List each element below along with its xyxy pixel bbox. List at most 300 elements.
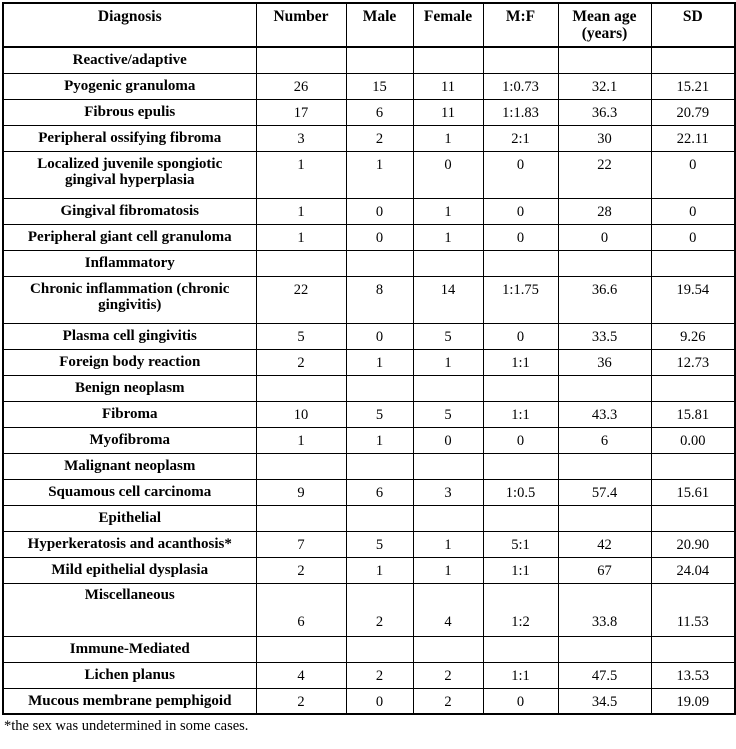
table-row: [3, 125, 735, 151]
cell-female: [413, 453, 483, 479]
cell-mf-ratio-value: 1:1: [511, 562, 530, 579]
cell-number-value: 26: [293, 78, 309, 95]
cell-mf-ratio: [483, 505, 558, 531]
diagnosis-label: Pyogenic granuloma: [64, 77, 196, 94]
cell-female-value: 11: [441, 78, 455, 95]
diagnosis-cell: [3, 99, 256, 125]
cell-female: [413, 401, 483, 427]
cell-mf-ratio: [483, 250, 558, 276]
cell-male: [346, 151, 413, 198]
cell-mean-age: [558, 323, 651, 349]
diagnosis-cell: [3, 224, 256, 250]
cell-male-value: 15: [372, 78, 387, 95]
cell-mean-age-value: 28: [597, 203, 612, 220]
cell-male-value: 1: [375, 156, 384, 173]
cell-mean-age: [558, 349, 651, 375]
cell-number: [256, 349, 346, 375]
cell-male-value: [347, 251, 413, 258]
cell-mf-ratio: [483, 73, 558, 99]
cell-female: [413, 479, 483, 505]
cell-male-value: 1: [375, 562, 384, 579]
cell-mf-ratio: [483, 479, 558, 505]
table-body: [3, 47, 735, 714]
cell-number-value: 7: [297, 536, 305, 553]
cell-mf-ratio-value: 1:1: [511, 406, 530, 423]
cell-mean-age: [558, 375, 651, 401]
cell-number: [256, 47, 346, 73]
cell-sd: [651, 479, 735, 505]
cell-female-value: [414, 454, 483, 461]
cell-male: [346, 557, 413, 583]
cell-sd-value: 24.04: [676, 562, 710, 579]
table-row: [3, 323, 735, 349]
cell-mf-ratio: [483, 531, 558, 557]
cell-mf-ratio-value: 1:1.83: [502, 104, 539, 121]
cell-female-value: 0: [444, 432, 452, 449]
column-header-sd-label: SD: [682, 8, 703, 25]
cell-number: [256, 479, 346, 505]
cell-male: [346, 99, 413, 125]
cell-mean-age-value: 33.8: [591, 614, 618, 631]
cell-sd: [651, 636, 735, 662]
cell-mf-ratio-value: [484, 251, 558, 258]
diagnosis-cell: [3, 531, 256, 557]
cell-mean-age: [558, 479, 651, 505]
cell-female: [413, 662, 483, 688]
column-header-number-label: Number: [273, 8, 329, 25]
section-label-cell: [3, 47, 256, 73]
cell-mf-ratio-value: [484, 376, 558, 383]
table-row: [3, 151, 735, 198]
cell-female-value: 4: [444, 614, 452, 631]
section-label: Malignant neoplasm: [64, 457, 196, 474]
cell-mf-ratio: [483, 99, 558, 125]
cell-mf-ratio-value: 0: [516, 203, 525, 220]
cell-sd: [651, 224, 735, 250]
cell-male: [346, 125, 413, 151]
cell-number: [256, 531, 346, 557]
cell-number: [256, 151, 346, 198]
cell-number-value: 2: [297, 693, 305, 710]
cell-sd-value: 9.26: [680, 328, 706, 345]
cell-mf-ratio: [483, 662, 558, 688]
cell-sd: [651, 47, 735, 73]
cell-female-value: 11: [441, 104, 455, 121]
cell-number: [256, 636, 346, 662]
cell-mean-age: [558, 73, 651, 99]
cell-number: [256, 401, 346, 427]
cell-number-value: 6: [297, 614, 305, 631]
cell-male: [346, 47, 413, 73]
cell-male-value: 6: [375, 484, 384, 501]
table-row: [3, 688, 735, 714]
table-section-row: [3, 250, 735, 276]
cell-female-value: 5: [444, 328, 452, 345]
cell-mean-age-value: [559, 506, 651, 513]
cell-mean-age-value: 33.5: [591, 328, 618, 345]
column-header-mf-ratio-label: M:F: [505, 8, 536, 25]
diagnosis-label: Peripheral ossifying fibroma: [38, 129, 222, 146]
cell-male-value: 2: [375, 614, 384, 631]
cell-mean-age: [558, 47, 651, 73]
diagnosis-cell: [3, 73, 256, 99]
section-label: Reactive/adaptive: [72, 52, 187, 68]
diagnosis-label: Foreign body reaction: [59, 353, 201, 370]
diagnosis-label: Peripheral giant cell granuloma: [27, 228, 232, 245]
cell-mean-age: [558, 505, 651, 531]
cell-female-value: 3: [444, 484, 452, 501]
cell-mf-ratio: [483, 151, 558, 198]
cell-mf-ratio: [483, 557, 558, 583]
cell-number: [256, 505, 346, 531]
cell-mf-ratio: [483, 375, 558, 401]
cell-number: [256, 99, 346, 125]
column-header-diagnosis-label: Diagnosis: [97, 8, 162, 25]
diagnosis-label-line1: Chronic inflammation (chronic: [30, 280, 230, 297]
cell-number: [256, 198, 346, 224]
table-section-row: [3, 505, 735, 531]
cell-sd-value: 12.73: [676, 354, 710, 371]
cell-sd-value: 0: [689, 203, 697, 220]
cell-mf-ratio: [483, 401, 558, 427]
cell-sd: [651, 151, 735, 198]
cell-mf-ratio-value: 0: [516, 229, 525, 246]
cell-sd: [651, 557, 735, 583]
cell-male-value: 0: [375, 328, 384, 345]
cell-mean-age: [558, 125, 651, 151]
cell-mf-ratio: [483, 688, 558, 714]
table-row: [3, 479, 735, 505]
cell-sd-value: 0: [689, 156, 697, 173]
cell-number: [256, 250, 346, 276]
cell-male: [346, 427, 413, 453]
cell-number-value: 9: [297, 484, 305, 501]
cell-male: [346, 688, 413, 714]
cell-male: [346, 636, 413, 662]
diagnosis-cell: [3, 276, 256, 323]
cell-number: [256, 453, 346, 479]
cell-sd-value: [652, 506, 735, 513]
cell-mean-age: [558, 583, 651, 636]
cell-number-value: 1: [297, 229, 305, 246]
column-header-number: [256, 3, 346, 47]
section-label-cell: [3, 505, 256, 531]
cell-mf-ratio-value: 0: [516, 693, 525, 710]
cell-mf-ratio-value: [484, 506, 558, 513]
cell-male: [346, 453, 413, 479]
cell-mean-age: [558, 531, 651, 557]
diagnosis-cell: [3, 427, 256, 453]
cell-mean-age-value: 36.6: [591, 281, 618, 298]
cell-mean-age: [558, 151, 651, 198]
cell-mf-ratio-value: 1:1: [511, 667, 530, 684]
cell-sd: [651, 375, 735, 401]
cell-mean-age: [558, 427, 651, 453]
cell-mf-ratio: [483, 453, 558, 479]
diagnosis-cell: [3, 662, 256, 688]
diagnosis-cell: [3, 479, 256, 505]
diagnosis-table: [2, 2, 736, 715]
table-row: [3, 224, 735, 250]
diagnosis-cell: [3, 557, 256, 583]
diagnosis-cell: [3, 401, 256, 427]
cell-number: [256, 224, 346, 250]
cell-mean-age: [558, 557, 651, 583]
cell-mean-age-value: 67: [597, 562, 612, 579]
cell-mf-ratio: [483, 276, 558, 323]
diagnosis-cell: [3, 349, 256, 375]
cell-mf-ratio: [483, 427, 558, 453]
cell-number-value: 1: [297, 432, 305, 449]
cell-female-value: 1: [444, 130, 452, 147]
cell-female-value: 1: [444, 354, 452, 371]
cell-female: [413, 636, 483, 662]
cell-female-value: 1: [444, 536, 452, 553]
cell-mean-age: [558, 276, 651, 323]
diagnosis-label: [4, 277, 256, 318]
cell-mean-age: [558, 688, 651, 714]
cell-mean-age: [558, 99, 651, 125]
cell-mf-ratio: [483, 323, 558, 349]
table-row: [3, 349, 735, 375]
table-row: [3, 531, 735, 557]
cell-mf-ratio-value: 0: [516, 432, 525, 449]
cell-male-value: 0: [375, 229, 384, 246]
section-label: Inflammatory: [84, 254, 175, 271]
cell-sd-value: 0: [689, 229, 697, 246]
cell-mean-age-value: [559, 637, 651, 644]
cell-female: [413, 151, 483, 198]
cell-number-value: 3: [297, 130, 305, 147]
cell-mean-age-value: 47.5: [591, 667, 618, 684]
cell-sd: [651, 427, 735, 453]
diagnosis-label: Myofibroma: [89, 431, 171, 448]
column-header-diagnosis: [3, 3, 256, 47]
cell-female-value: [414, 48, 483, 55]
diagnosis-cell: [3, 688, 256, 714]
cell-female: [413, 583, 483, 636]
cell-male-value: [347, 376, 413, 383]
column-header-male-label: Male: [362, 8, 397, 25]
cell-female-value: 5: [444, 406, 452, 423]
column-header-female-label: Female: [423, 8, 473, 25]
cell-mf-ratio-value: 1:1: [511, 354, 530, 371]
cell-sd: [651, 276, 735, 323]
cell-mean-age-value: 30: [597, 130, 612, 147]
cell-number-value: [257, 251, 346, 258]
cell-number-value: [257, 637, 346, 644]
cell-number-value: 2: [297, 562, 305, 579]
cell-mean-age-value: 42: [597, 536, 612, 553]
cell-male-value: 2: [375, 667, 384, 684]
cell-mf-ratio: [483, 198, 558, 224]
column-header-mf-ratio: [483, 3, 558, 47]
diagnosis-label: Hyperkeratosis and acanthosis*: [27, 535, 232, 552]
cell-male-value: [347, 637, 413, 644]
cell-female: [413, 250, 483, 276]
cell-male-value: 5: [375, 536, 384, 553]
diagnosis-label: Fibroma: [101, 405, 158, 422]
cell-female-value: 1: [444, 229, 452, 246]
cell-number: [256, 125, 346, 151]
cell-sd-value: [652, 376, 735, 383]
cell-number: [256, 427, 346, 453]
cell-male: [346, 349, 413, 375]
diagnosis-cell: [3, 583, 256, 636]
section-label-cell: [3, 453, 256, 479]
table-row: [3, 198, 735, 224]
cell-sd-value: 19.09: [676, 693, 710, 710]
cell-mf-ratio-value: 1:0.5: [505, 484, 536, 501]
cell-male: [346, 479, 413, 505]
cell-mf-ratio-value: [484, 454, 558, 461]
table-row: [3, 276, 735, 323]
cell-sd: [651, 453, 735, 479]
cell-sd: [651, 250, 735, 276]
cell-number: [256, 276, 346, 323]
cell-mean-age-value: 0: [600, 229, 609, 246]
cell-mean-age: [558, 224, 651, 250]
cell-female: [413, 375, 483, 401]
diagnosis-label: Plasma cell gingivitis: [62, 327, 197, 344]
diagnosis-cell: [3, 198, 256, 224]
cell-sd-value: 13.53: [676, 667, 710, 684]
diagnosis-label: Squamous cell carcinoma: [48, 483, 212, 500]
cell-mf-ratio-value: 1:0.73: [502, 78, 539, 95]
cell-mean-age-value: [559, 251, 651, 258]
cell-female-value: 14: [440, 281, 456, 298]
cell-female: [413, 99, 483, 125]
cell-mf-ratio-value: 5:1: [511, 536, 530, 553]
column-header-sd: [651, 3, 735, 47]
cell-male: [346, 375, 413, 401]
diagnosis-label: Miscellaneous: [84, 586, 175, 603]
table-row: [3, 557, 735, 583]
cell-mf-ratio: [483, 125, 558, 151]
cell-male-value: 1: [375, 354, 384, 371]
table-header: [3, 3, 735, 47]
cell-female: [413, 557, 483, 583]
section-label-cell: [3, 250, 256, 276]
cell-mean-age: [558, 453, 651, 479]
cell-sd: [651, 99, 735, 125]
cell-female-value: 2: [444, 667, 452, 684]
cell-number: [256, 375, 346, 401]
cell-male-value: [347, 506, 413, 513]
cell-mean-age: [558, 250, 651, 276]
cell-male: [346, 662, 413, 688]
cell-female: [413, 323, 483, 349]
cell-sd-value: 15.61: [676, 484, 710, 501]
cell-mean-age: [558, 662, 651, 688]
cell-number-value: [257, 506, 346, 513]
cell-male: [346, 73, 413, 99]
table-section-row: [3, 375, 735, 401]
cell-mf-ratio: [483, 47, 558, 73]
cell-number-value: 17: [293, 104, 309, 121]
table-row: [3, 73, 735, 99]
diagnosis-label: Gingival fibromatosis: [60, 202, 199, 219]
cell-sd: [651, 531, 735, 557]
column-header-mean-age-line1: Mean age: [572, 8, 637, 25]
cell-mean-age-value: 22: [597, 156, 612, 173]
cell-sd: [651, 401, 735, 427]
cell-female: [413, 276, 483, 323]
section-label: Immune-Mediated: [69, 640, 190, 657]
section-label-cell: [3, 375, 256, 401]
cell-female-value: 0: [444, 156, 452, 173]
cell-number-value: [257, 454, 346, 461]
cell-mean-age-value: 6: [600, 432, 609, 449]
cell-mf-ratio-value: 1:1.75: [502, 281, 539, 298]
cell-sd: [651, 583, 735, 636]
cell-sd: [651, 688, 735, 714]
cell-male-value: 2: [375, 130, 384, 147]
cell-mean-age-value: 57.4: [591, 484, 618, 501]
cell-number-value: [257, 48, 346, 55]
table-row: [3, 99, 735, 125]
cell-sd: [651, 662, 735, 688]
cell-male: [346, 505, 413, 531]
cell-female: [413, 688, 483, 714]
diagnosis-cell: [3, 151, 256, 198]
cell-sd: [651, 125, 735, 151]
cell-male-value: 6: [375, 104, 384, 121]
table-footnote: *the sex was undetermined in some cases.: [4, 718, 249, 734]
cell-male-value: 5: [375, 406, 384, 423]
cell-number: [256, 583, 346, 636]
diagnosis-label: Lichen planus: [84, 666, 175, 683]
cell-mf-ratio: [483, 349, 558, 375]
cell-female: [413, 349, 483, 375]
cell-number-value: 1: [297, 203, 305, 220]
diagnosis-label-line1: Localized juvenile spongiotic: [37, 155, 223, 172]
cell-female-value: 1: [444, 203, 452, 220]
cell-female-value: [414, 637, 483, 644]
cell-number-value: 2: [297, 354, 305, 371]
cell-female: [413, 73, 483, 99]
cell-sd: [651, 323, 735, 349]
cell-mf-ratio: [483, 636, 558, 662]
cell-number-value: 10: [293, 406, 309, 423]
cell-sd-value: [652, 454, 735, 461]
cell-mean-age-value: 43.3: [591, 406, 618, 423]
cell-male-value: [347, 48, 413, 55]
diagnosis-label: Mild epithelial dysplasia: [51, 561, 209, 578]
cell-mean-age: [558, 636, 651, 662]
cell-number-value: 1: [297, 156, 305, 173]
cell-sd-value: 20.79: [676, 104, 710, 121]
cell-mf-ratio-value: [484, 637, 558, 644]
column-header-male: [346, 3, 413, 47]
cell-sd-value: [652, 48, 735, 55]
cell-number-value: 5: [297, 328, 305, 345]
cell-number: [256, 688, 346, 714]
cell-sd-value: [652, 637, 735, 644]
cell-number: [256, 73, 346, 99]
table-header-row: [3, 3, 735, 47]
cell-male: [346, 401, 413, 427]
diagnosis-label: Mucous membrane pemphigoid: [28, 692, 232, 709]
cell-mean-age-value: 32.1: [591, 78, 618, 95]
cell-male: [346, 276, 413, 323]
column-header-female: [413, 3, 483, 47]
cell-female-value: [414, 506, 483, 513]
cell-female-value: [414, 376, 483, 383]
cell-female: [413, 125, 483, 151]
cell-mean-age-value: [559, 454, 651, 461]
diagnosis-label-line2: gingival hyperplasia: [64, 172, 195, 189]
